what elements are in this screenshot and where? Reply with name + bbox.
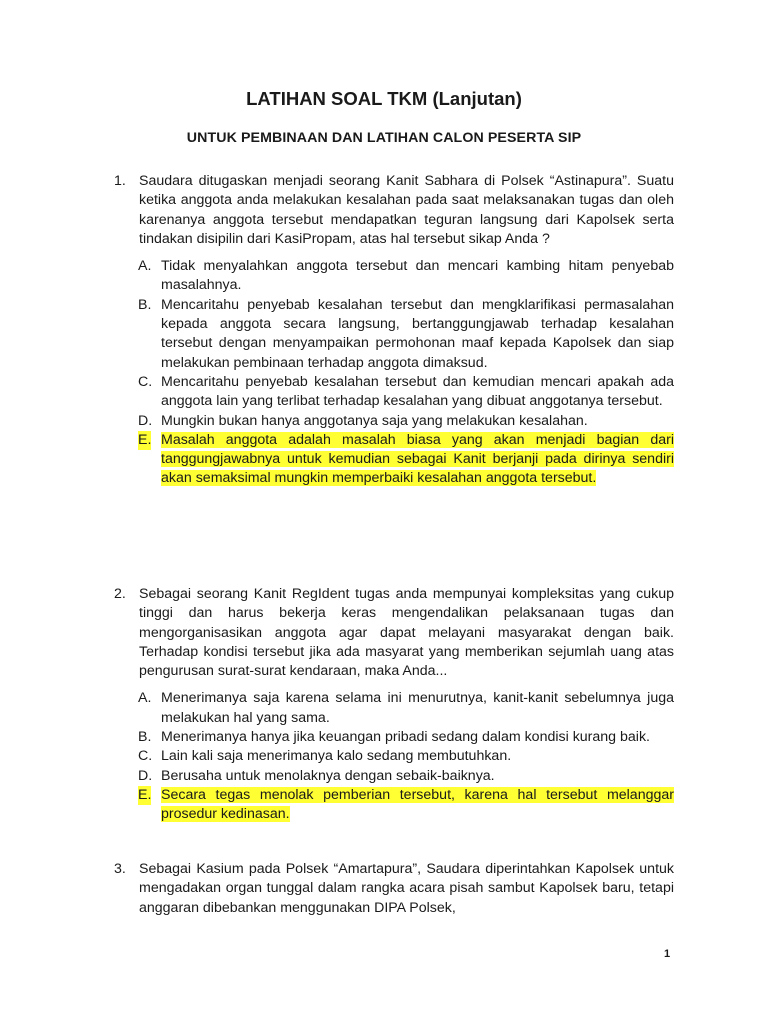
option-letter: D. xyxy=(138,767,153,784)
question-3 xyxy=(0,860,768,918)
option-letter: A. xyxy=(138,690,152,707)
option-b xyxy=(0,728,768,747)
option-letter: C. xyxy=(138,373,153,390)
option-list xyxy=(0,257,768,489)
option-letter: B. xyxy=(138,729,152,746)
question-stem xyxy=(0,860,768,918)
option-text: Masalah anggota adalah masalah biasa yang akan menjadi bagian dari tanggungjawabnya untuk kemudian sebagai Kanit berjanji pada dirinya sendiri akan semaksimal mungkin memperbaiki kesalahan anggota tersebut. xyxy=(161,431,674,487)
option-letter: C. xyxy=(138,748,153,765)
question-text: Saudara ditugaskan menjadi seorang Kanit Sabhara di Polsek “Astinapura”. Suatu ketika anggota anda melakukan kesalahan pada saat melaksanakan tugas dan oleh karenanya anggota tersebut mendapatkan teguran langsung dari Kapolsek serta tindakan disipilin dari KasiPropam, atas hal tersebut sikap Anda ? xyxy=(139,173,674,247)
option-text: Secara tegas menolak pemberian tersebut, karena hal tersebut melanggar prosedur kedinasan. xyxy=(161,786,674,823)
option-d xyxy=(0,767,768,786)
option-letter: E. xyxy=(138,431,151,450)
question-number: 3. xyxy=(114,861,126,877)
option-letter: A. xyxy=(138,258,152,275)
option-letter: B. xyxy=(138,296,152,313)
option-letter: D. xyxy=(138,412,153,429)
option-e-highlighted xyxy=(0,431,768,489)
question-number: 2. xyxy=(114,586,126,602)
option-c xyxy=(0,747,768,766)
question-text: Sebagai Kasium pada Polsek “Amartapura”, Saudara diperintahkan Kapolsek untuk mengadakan organ tunggal dalam rangka acara pisah sambut Kapolsek baru, tetapi anggaran dibebankan menggunakan DIPA Polsek, xyxy=(139,861,674,916)
option-text: Tidak menyalahkan anggota tersebut dan mencari kambing hitam penyebab masalahnya. xyxy=(161,258,674,294)
question-text: Sebagai seorang Kanit RegIdent tugas anda mempunyai kompleksitas yang cukup tinggi dan harus bekerja keras mengendalikan pelaksanaan tugas dan mengorganisasikan anggota agar dapat melayani masyarakat dengan baik. Terhadap kondisi tersebut jika ada masyarat yang memberikan sejumlah uang atas pengurusan surat-surat kendaraan, maka Anda... xyxy=(139,586,674,680)
question-stem xyxy=(0,172,768,249)
option-d xyxy=(0,412,768,431)
document-title: LATIHAN SOAL TKM (Lanjutan) xyxy=(246,88,522,109)
document-subtitle: UNTUK PEMBINAAN DAN LATIHAN CALON PESERTA SIP xyxy=(186,130,582,146)
question-number: 1. xyxy=(114,173,126,189)
page-number: 1 xyxy=(664,948,671,960)
option-list xyxy=(0,689,768,824)
option-text: Mencaritahu penyebab kesalahan tersebut dan mengklarifikasi permasalahan kepada anggota secara langsung, bertanggungjawab terhadap kesalahan tersebut dengan menyampaikan permohonan maaf kepada Kapolsek dan siap melakukan pembinaan terhadap anggota dimaksud. xyxy=(161,296,674,371)
option-text: Mencaritahu penyebab kesalahan tersebut dan kemudian mencari apakah ada anggota lain yang terlibat terhadap kesalahan yang dibuat anggotanya tersebut. xyxy=(161,373,674,410)
option-text: Berusaha untuk menolaknya dengan sebaik-baiknya. xyxy=(161,767,495,784)
question-2 xyxy=(0,585,768,825)
option-text: Lain kali saja menerimanya kalo sedang membutuhkan. xyxy=(161,748,512,765)
option-letter: E. xyxy=(138,786,151,805)
option-text: Menerimanya hanya jika keuangan pribadi sedang dalam kondisi kurang baik. xyxy=(161,729,650,746)
question-stem xyxy=(0,585,768,681)
option-a xyxy=(0,689,768,728)
option-c xyxy=(0,373,768,412)
option-b xyxy=(0,296,768,373)
option-text: Menerimanya saja karena selama ini menurutnya, kanit-kanit sebelumnya juga melakukan hal yang sama. xyxy=(161,690,674,726)
option-e-highlighted xyxy=(0,786,768,825)
option-a xyxy=(0,257,768,296)
option-text: Mungkin bukan hanya anggotanya saja yang melakukan kesalahan. xyxy=(161,412,588,429)
question-1 xyxy=(0,172,768,489)
